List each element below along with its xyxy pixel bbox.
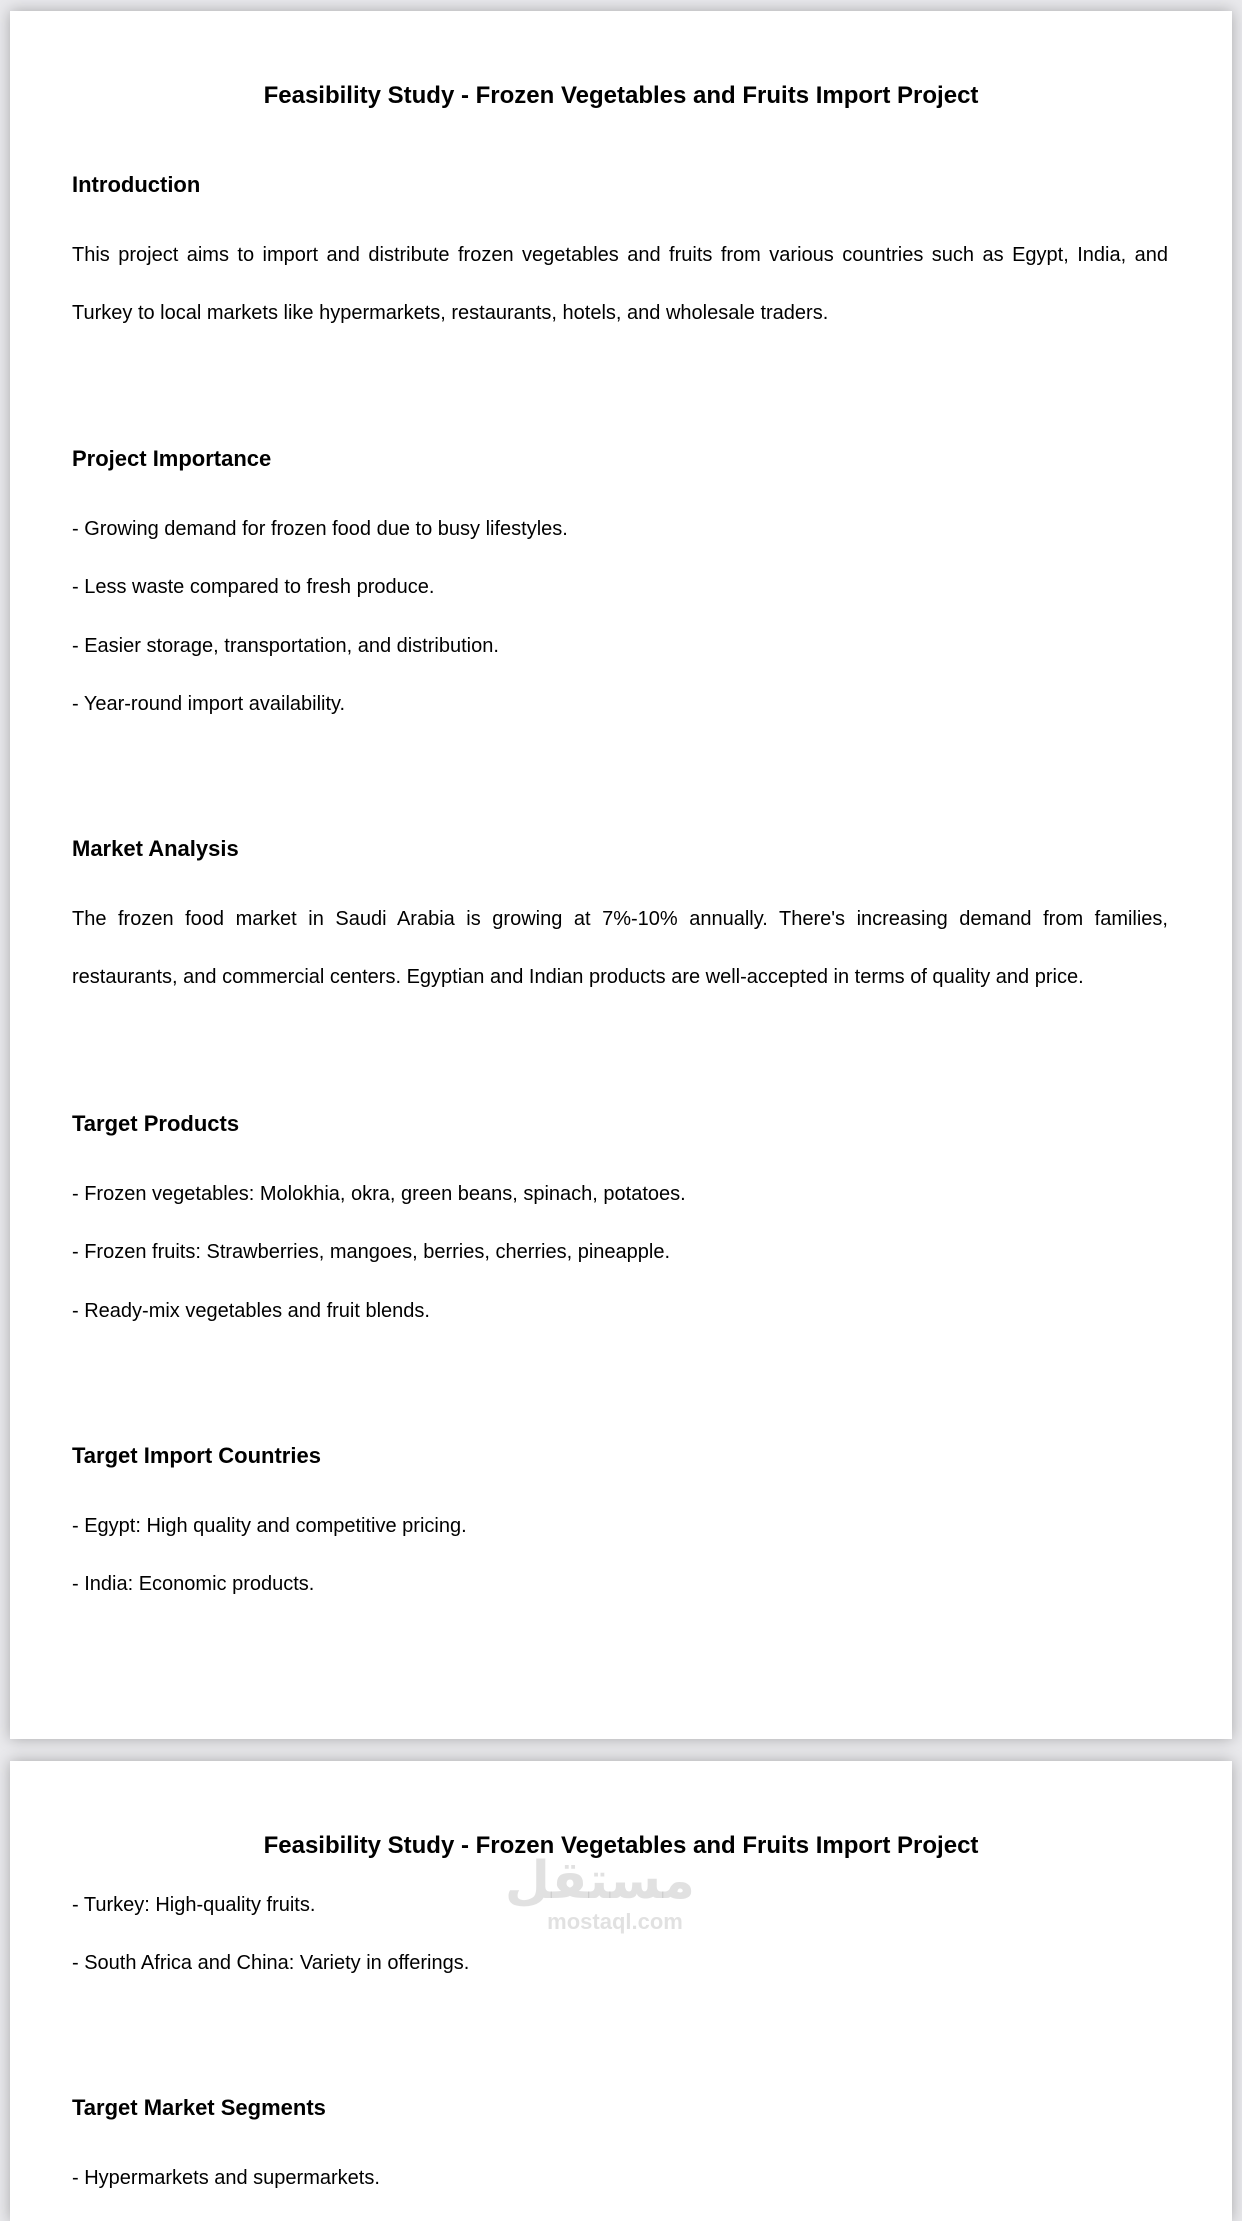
segment-item: - Hypermarkets and supermarkets. — [72, 2167, 380, 2189]
document-page-1 — [10, 11, 1232, 1739]
country-item: - India: Economic products. — [72, 1573, 315, 1595]
country-item: - Turkey: High-quality fruits. — [72, 1894, 316, 1916]
project-importance-heading: Project Importance — [72, 446, 272, 471]
importance-item: - Less waste compared to fresh produce. — [72, 576, 435, 598]
target-products-heading: Target Products — [72, 1111, 240, 1136]
introduction-paragraph: This project aims to import and distribute frozen vegetables and fruits from various countries such as Egypt, India, and Turkey to local markets like hypermarkets, restaurants, hotels, and wholesale traders. — [72, 244, 1168, 324]
product-item: - Ready-mix vegetables and fruit blends. — [72, 1300, 430, 1322]
country-item: - Egypt: High quality and competitive pricing. — [72, 1515, 467, 1537]
importance-item: - Growing demand for frozen food due to busy lifestyles. — [72, 518, 568, 540]
watermark-url-text: mostaql.com — [547, 1909, 683, 1934]
importance-item: - Easier storage, transportation, and distribution. — [72, 635, 499, 657]
document-title: Feasibility Study - Frozen Vegetables and Fruits Import Project — [263, 82, 979, 109]
country-item: - South Africa and China: Variety in offerings. — [72, 1952, 470, 1974]
introduction-heading: Introduction — [72, 172, 201, 197]
market-analysis-paragraph: The frozen food market in Saudi Arabia is growing at 7%-10% annually. There's increasing demand from families, restaurants, and commercial centers. Egyptian and Indian products are well-accepted in terms of quality and price. — [72, 908, 1168, 988]
product-item: - Frozen vegetables: Molokhia, okra, green beans, spinach, potatoes. — [72, 1183, 686, 1205]
market-segments-heading: Target Market Segments — [72, 2095, 326, 2120]
watermark-arabic-text: مستقل — [504, 1851, 695, 1911]
document-title: Feasibility Study - Frozen Vegetables and Fruits Import Project — [263, 1832, 979, 1859]
market-analysis-heading: Market Analysis — [72, 836, 239, 861]
document-page-2 — [10, 1761, 1232, 2221]
product-item: - Frozen fruits: Strawberries, mangoes, berries, cherries, pineapple. — [72, 1241, 671, 1263]
importance-item: - Year-round import availability. — [72, 693, 346, 715]
import-countries-heading: Target Import Countries — [72, 1443, 321, 1468]
